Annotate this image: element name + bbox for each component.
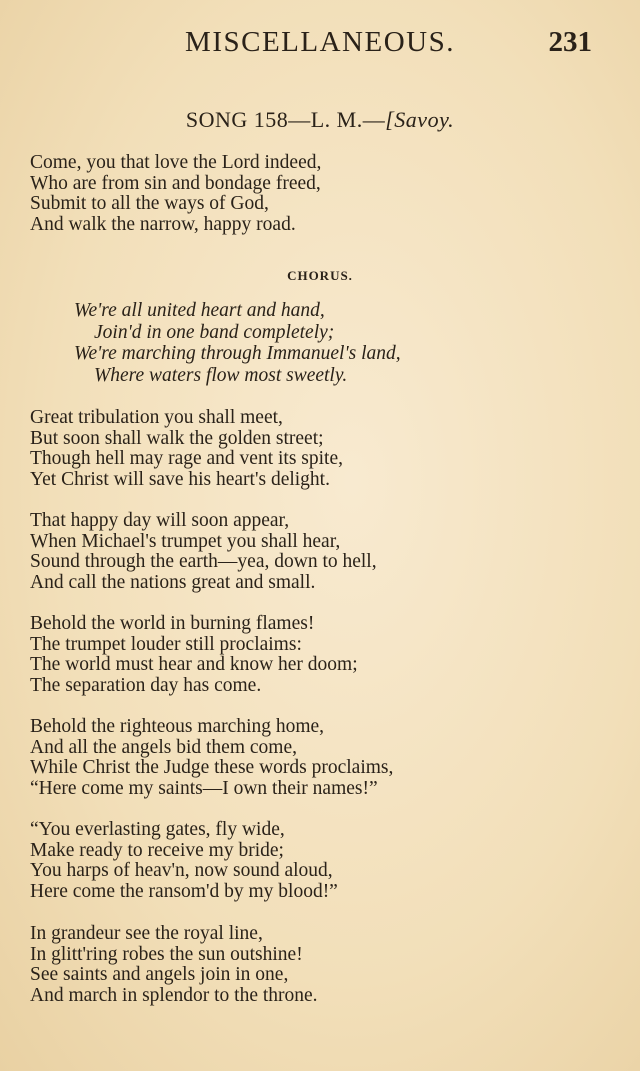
verse-line: Submit to all the ways of God, bbox=[30, 193, 269, 215]
verse-line: But soon shall walk the golden street; bbox=[30, 427, 324, 449]
verse-line: And call the nations great and small. bbox=[30, 571, 316, 593]
verse-line: Make ready to receive my bride; bbox=[30, 839, 284, 861]
verse-line: You harps of heav'n, now sound aloud, bbox=[30, 860, 333, 882]
song-number-meter: SONG 158—L. M.— bbox=[185, 107, 386, 132]
verse-line: “You everlasting gates, fly wide, bbox=[30, 819, 285, 840]
verse-line: And march in splendor to the throne. bbox=[30, 984, 318, 1006]
verse-2 bbox=[30, 408, 343, 490]
running-header-title: MISCELLANEOUS. bbox=[185, 26, 455, 58]
verse-line: When Michael's trumpet you shall hear, bbox=[30, 530, 341, 552]
verse-line: The world must hear and know her doom; bbox=[30, 654, 358, 676]
song-heading bbox=[0, 107, 640, 133]
tune-name: [Savoy. bbox=[385, 107, 455, 132]
verse-line: Behold the world in burning flames! bbox=[30, 613, 315, 634]
chorus-line: Where waters flow most sweetly. bbox=[94, 364, 348, 386]
chorus-line: We're marching through Immanuel's land, bbox=[74, 343, 401, 364]
verse-line: In glitt'ring robes the sun outshine! bbox=[30, 943, 303, 965]
chorus bbox=[74, 300, 401, 386]
verse-line: The trumpet louder still proclaims: bbox=[30, 633, 302, 655]
verse-line: And walk the narrow, happy road. bbox=[30, 213, 296, 235]
verse-line: “Here come my saints—I own their names!” bbox=[30, 777, 378, 799]
verse-line: Come, you that love the Lord indeed, bbox=[30, 152, 322, 173]
page-number: 231 bbox=[548, 26, 592, 58]
verse-line: Sound through the earth—yea, down to hell, bbox=[30, 551, 377, 573]
verse-4 bbox=[30, 614, 358, 696]
verse-line: The separation day has come. bbox=[30, 674, 262, 696]
verse-line: Who are from sin and bondage freed, bbox=[30, 172, 321, 194]
verse-line: In grandeur see the royal line, bbox=[30, 923, 263, 944]
verse-line: Here come the ransom'd by my blood!” bbox=[30, 880, 338, 902]
verse-line: See saints and angels join in one, bbox=[30, 964, 289, 986]
verse-1 bbox=[30, 153, 321, 235]
verse-line: While Christ the Judge these words proclaims, bbox=[30, 757, 394, 779]
chorus-line: We're all united heart and hand, bbox=[74, 300, 325, 321]
verse-line: Though hell may rage and vent its spite, bbox=[30, 448, 344, 470]
verse-6 bbox=[30, 820, 338, 902]
verse-3 bbox=[30, 511, 377, 593]
chorus-label: CHORUS. bbox=[287, 268, 353, 283]
verse-line: And all the angels bid them come, bbox=[30, 736, 297, 758]
verse-line: Great tribulation you shall meet, bbox=[30, 407, 283, 428]
verse-line: Behold the righteous marching home, bbox=[30, 716, 325, 737]
verse-line: Yet Christ will save his heart's delight. bbox=[30, 468, 330, 490]
verse-line: That happy day will soon appear, bbox=[30, 510, 290, 531]
verse-5 bbox=[30, 717, 393, 799]
chorus-line: Join'd in one band completely; bbox=[94, 321, 335, 343]
verse-7 bbox=[30, 924, 318, 1006]
